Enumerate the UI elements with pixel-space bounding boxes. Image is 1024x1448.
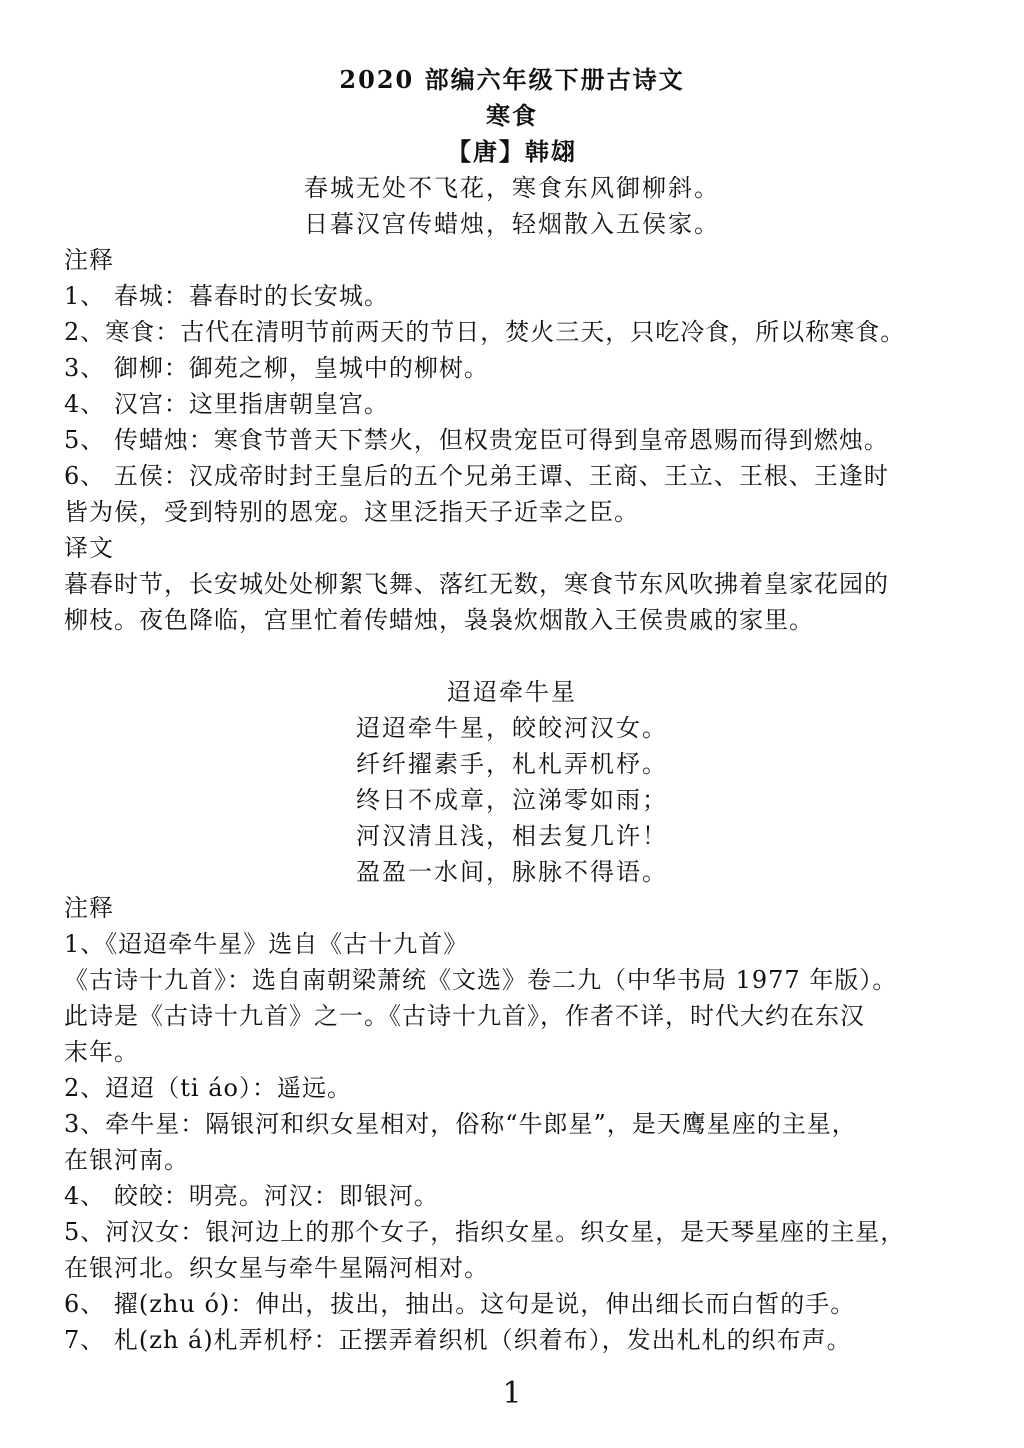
poem2-note: 《古诗十九首》：选自南朝梁萧统《文选》卷二九（中华书局 1977 年版）。 xyxy=(64,966,898,994)
poem2-note: 末年。 xyxy=(64,1038,139,1066)
poem1-line: 日暮汉宫传蜡烛，轻烟散入五侯家。 xyxy=(304,210,720,238)
poem2-line: 终日不成章，泣涕零如雨； xyxy=(356,786,668,814)
document-title: 2020 部编六年级下册古诗文 xyxy=(339,65,685,94)
poem2-title: 迢迢牵牛星 xyxy=(447,678,577,706)
poem2-note: 此诗是《古诗十九首》之一。《古诗十九首》，作者不详，时代大约在东汉 xyxy=(64,1002,865,1030)
poem1-note: 6、 五侯：汉成帝时封王皇后的五个兄弟王谭、王商、王立、王根、王逢时 xyxy=(64,462,889,490)
poem2-note: 在银河南。 xyxy=(64,1146,189,1174)
poem1-note: 1、 春城：暮春时的长安城。 xyxy=(64,282,389,310)
poem2-notes-heading: 注释 xyxy=(64,894,114,922)
poem1-line: 春城无处不飞花，寒食东风御柳斜。 xyxy=(304,174,720,202)
poem1-note: 2、寒食：古代在清明节前两天的节日，焚火三天，只吃冷食，所以称寒食。 xyxy=(64,318,906,346)
poem2-note: 2、迢迢（ti áo）：遥远。 xyxy=(64,1074,352,1102)
poem1-note: 4、 汉宫：这里指唐朝皇宫。 xyxy=(64,390,389,418)
poem1-translation-line: 柳枝。夜色降临，宫里忙着传蜡烛，袅袅炊烟散入王侯贵戚的家里。 xyxy=(64,606,814,634)
poem2-note: 7、 札(zh á)札弄机杼：正摆弄着织机（织着布），发出札札的织布声。 xyxy=(64,1326,852,1354)
poem1-note: 皆为侯，受到特别的恩宠。这里泛指天子近幸之臣。 xyxy=(64,498,639,526)
poem1-translation-line: 暮春时节，长安城处处柳絮飞舞、落红无数，寒食节东风吹拂着皇家花园的 xyxy=(64,570,889,598)
poem2-note: 6、 擢(zhu ó)：伸出，拔出，抽出。这句是说，伸出细长而白皙的手。 xyxy=(64,1290,856,1318)
poem2-line: 迢迢牵牛星，皎皎河汉女。 xyxy=(356,714,668,742)
poem1-translation-heading: 译文 xyxy=(64,534,114,562)
poem2-line: 盈盈一水间，脉脉不得语。 xyxy=(356,858,668,886)
poem1-author: 【唐】韩翃 xyxy=(447,137,577,166)
poem2-note: 4、 皎皎：明亮。河汉：即银河。 xyxy=(64,1182,439,1210)
poem2-note: 在银河北。织女星与牵牛星隔河相对。 xyxy=(64,1254,489,1282)
poem2-note: 5、河汉女：银河边上的那个女子，指织女星。织女星，是天琴星座的主星， xyxy=(64,1218,906,1246)
poem2-note: 3、牵牛星：隔银河和织女星相对，俗称“牛郎星”，是天鹰星座的主星， xyxy=(64,1110,857,1138)
poem2-line: 河汉清且浅，相去复几许！ xyxy=(356,822,668,850)
poem2-note: 1、《迢迢牵牛星》选自《古十九首》 xyxy=(64,930,469,958)
poem2-line: 纤纤擢素手，札札弄机杼。 xyxy=(356,750,668,778)
poem1-title: 寒食 xyxy=(486,101,538,130)
poem1-note: 5、 传蜡烛：寒食节普天下禁火，但权贵宠臣可得到皇帝恩赐而得到燃烛。 xyxy=(64,426,889,454)
poem1-notes-heading: 注释 xyxy=(64,246,114,274)
poem1-note: 3、 御柳：御苑之柳，皇城中的柳树。 xyxy=(64,354,489,382)
page-number: 1 xyxy=(502,1376,522,1411)
